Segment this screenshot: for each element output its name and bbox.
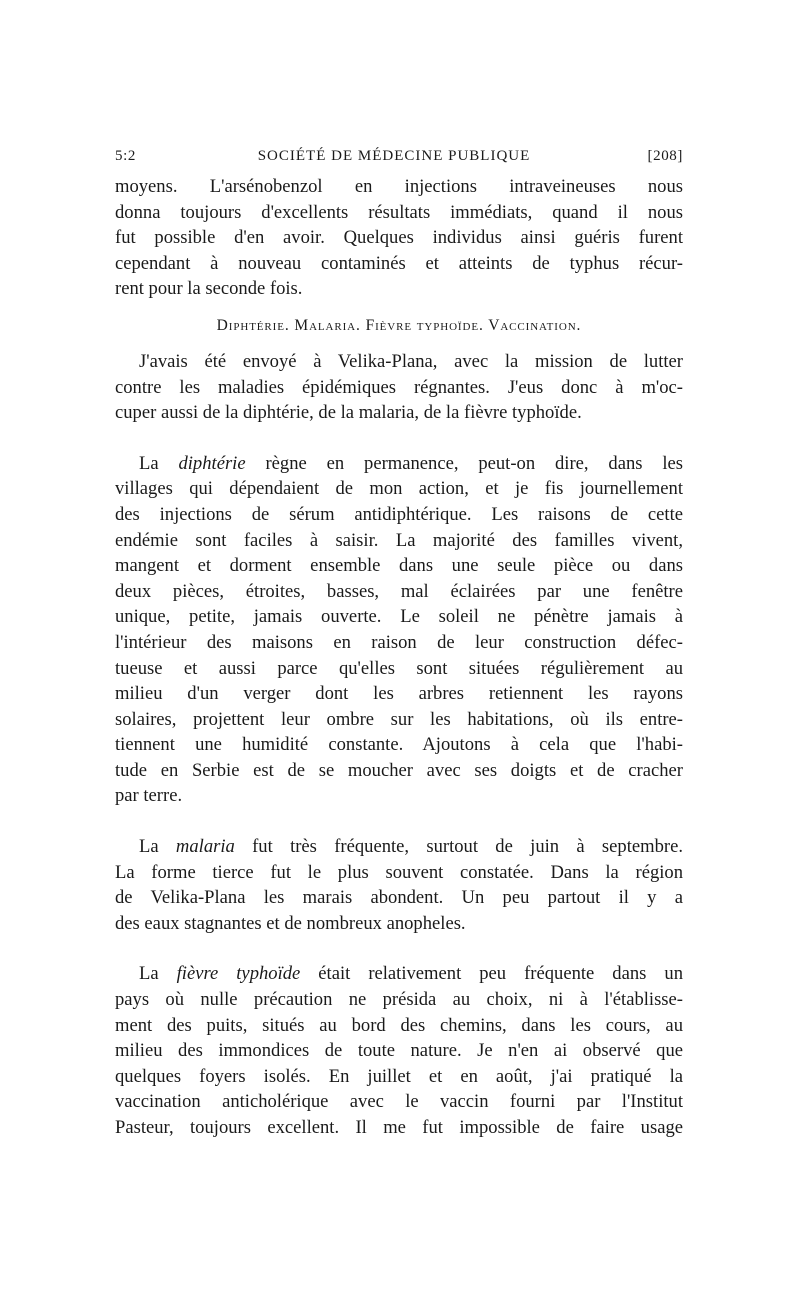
text-line: contre les maladies épidémiques régnantes. J'eus donc à m'oc- bbox=[115, 376, 683, 398]
text-line bbox=[115, 834, 683, 860]
text-line: donna toujours d'excellents résultats immédiats, quand il nous bbox=[115, 201, 683, 223]
running-header bbox=[115, 148, 683, 174]
text-line: tude en Serbie est de se moucher avec ses doigts et de cracher bbox=[115, 759, 683, 781]
lead-word: La bbox=[139, 452, 179, 474]
emphasis-term: diphtérie bbox=[178, 452, 246, 474]
section-heading: Diphtérie. Malaria. Fièvre typhoïde. Vaccination. bbox=[216, 316, 582, 334]
paragraph-malaria bbox=[115, 834, 683, 936]
text-line: fut possible d'en avoir. Quelques individus ainsi guéris furent bbox=[115, 227, 683, 249]
text-line: par terre. bbox=[115, 785, 183, 807]
paragraph-mission bbox=[115, 349, 683, 426]
emphasis-term: malaria bbox=[175, 836, 235, 858]
paragraph-diphtheria bbox=[115, 451, 683, 809]
text-line: de Velika-Plana les marais abondent. Un peu partout il y a bbox=[115, 887, 683, 909]
text-line: J'avais été envoyé à Velika-Plana, avec la mission de lutter bbox=[139, 350, 683, 372]
text-line: pays où nulle précaution ne présida au choix, ni à l'établisse- bbox=[115, 989, 683, 1011]
reference-number: [208] bbox=[647, 148, 683, 164]
text-line: des eaux stagnantes et de nombreux anopheles. bbox=[115, 912, 466, 934]
text-line: tiennent une humidité constante. Ajoutons à cela que l'habi- bbox=[115, 734, 683, 756]
text-line: vaccination anticholérique avec le vaccin fourni par l'Institut bbox=[115, 1091, 683, 1113]
text-line: moyens. L'arsénobenzol en injections intraveineuses nous bbox=[115, 176, 683, 197]
text-line: mangent et dorment ensemble dans une seule pièce ou dans bbox=[115, 555, 683, 577]
text-line: solaires, projettent leur ombre sur les habitations, où ils entre- bbox=[115, 708, 683, 730]
text-line: milieu d'un verger dont les arbres retiennent les rayons bbox=[115, 683, 683, 705]
text-line: cependant à nouveau contaminés et atteints de typhus récur- bbox=[115, 252, 683, 274]
text-line: rent pour la seconde fois. bbox=[115, 278, 303, 300]
text-line: tueuse et aussi parce qu'elles sont situées régulièrement au bbox=[115, 657, 683, 679]
paragraph-continuation bbox=[115, 174, 683, 302]
text-line: ment des puits, situés au bord des chemins, dans les cours, au bbox=[115, 1014, 683, 1036]
text-line: cuper aussi de la diphtérie, de la malaria, de la fièvre typhoïde. bbox=[115, 402, 582, 424]
text-line bbox=[115, 961, 683, 987]
paragraph-gap bbox=[115, 809, 683, 834]
paragraph-typhoid bbox=[115, 961, 683, 1140]
emphasis-term: fièvre typhoïde bbox=[176, 963, 301, 985]
text-line: milieu des immondices de toute nature. Je n'en ai observé que bbox=[115, 1040, 683, 1062]
lead-word: La bbox=[139, 963, 177, 985]
text-line: endémie sont faciles à saisir. La majorité des familles vivent, bbox=[115, 529, 683, 551]
page bbox=[115, 148, 683, 1141]
page-number: 5:2 bbox=[115, 148, 136, 164]
line-rest: règne en permanence, peut-on dire, dans les bbox=[245, 452, 683, 474]
text-line bbox=[115, 451, 683, 477]
line-rest: fut très fréquente, surtout de juin à septembre. bbox=[234, 836, 683, 858]
text-line: l'intérieur des maisons en raison de leur construction défec- bbox=[115, 631, 683, 653]
line-rest: était relativement peu fréquente dans un bbox=[300, 963, 683, 985]
paragraph-gap bbox=[115, 426, 683, 451]
journal-title: SOCIÉTÉ DE MÉDECINE PUBLIQUE bbox=[257, 148, 531, 164]
text-line: des injections de sérum antidiphtérique. Les raisons de cette bbox=[115, 503, 683, 525]
lead-word: La bbox=[139, 836, 176, 858]
text-line: Pasteur, toujours excellent. Il me fut impossible de faire usage bbox=[115, 1117, 683, 1138]
text-line: quelques foyers isolés. En juillet et en août, j'ai pratiqué la bbox=[115, 1065, 683, 1087]
text-line: villages qui dépendaient de mon action, et je fis journellement bbox=[115, 478, 683, 500]
text-line: La forme tierce fut le plus souvent constatée. Dans la région bbox=[115, 861, 683, 883]
text-line: unique, petite, jamais ouverte. Le soleil ne pénètre jamais à bbox=[115, 606, 683, 628]
text-line: deux pièces, étroites, basses, mal éclairées par une fenêtre bbox=[115, 580, 683, 602]
paragraph-gap bbox=[115, 936, 683, 961]
